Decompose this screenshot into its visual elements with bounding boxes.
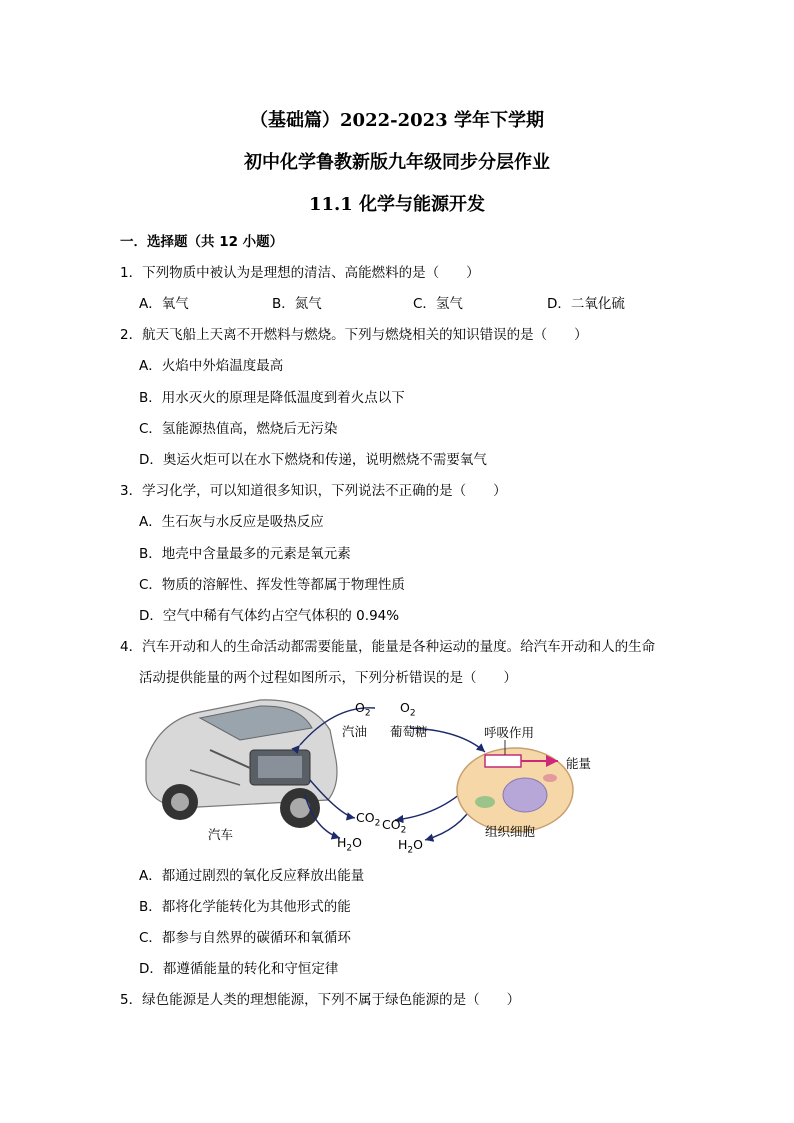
- car-o2-label: $O_2$: [355, 700, 371, 719]
- glucose-label: 葡萄糖: [390, 724, 428, 739]
- section-heading: 一．选择题（共 12 小题）: [120, 234, 284, 250]
- car-illustration: [146, 700, 337, 828]
- question-3-stem: 3．学习化学，可以知道很多知识，下列说法不正确的是（ ）: [120, 483, 507, 499]
- car-co2-label: $CO_2$: [356, 810, 381, 829]
- cell-co2-label: $CO_2$: [382, 817, 407, 836]
- question-2-option-a: A．火焰中外焰温度最高: [139, 358, 284, 374]
- question-1-option-a: A．氧气: [139, 296, 189, 312]
- document-title-course: 初中化学鲁教新版九年级同步分层作业: [244, 152, 550, 173]
- question-2-option-b: B．用水灭火的原理是降低温度到着火点以下: [139, 390, 405, 406]
- tissue-cell-illustration: [457, 740, 573, 832]
- gasoline-label: 汽油: [342, 724, 368, 739]
- respiration-label: 呼吸作用: [484, 725, 535, 740]
- question-4-stem-line2: 活动提供能量的两个过程如图所示，下列分析错误的是（ ）: [139, 670, 517, 686]
- tissue-cell-label: 组织细胞: [485, 824, 536, 839]
- question-3-option-d: D．空气中稀有气体约占空气体积的 0.94%: [139, 608, 400, 624]
- question-4-option-a: A．都通过剧烈的氧化反应释放出能量: [139, 868, 365, 884]
- question-3-option-a: A．生石灰与水反应是吸热反应: [139, 514, 324, 530]
- question-4-option-c: C．都参与自然界的碳循环和氧循环: [139, 930, 351, 946]
- energy-label: 能量: [566, 756, 592, 771]
- question-2-option-c: C．氢能源热值高，燃烧后无污染: [139, 421, 338, 437]
- question-1-option-d: D．二氧化硫: [547, 296, 625, 312]
- car-label: 汽车: [208, 827, 234, 842]
- cell-o2-label: $O_2$: [400, 700, 416, 719]
- question-1-option-b: B．氮气: [272, 296, 322, 312]
- question-2-stem: 2．航天飞船上天离不开燃料与燃烧。下列与燃烧相关的知识错误的是（ ）: [120, 327, 588, 343]
- question-4-stem-line1: 4．汽车开动和人的生命活动都需要能量，能量是各种运动的量度。给汽车开动和人的生命: [120, 639, 656, 655]
- document-title-lesson: 11.1 化学与能源开发: [308, 194, 486, 215]
- question-5-stem: 5．绿色能源是人类的理想能源，下列不属于绿色能源的是（ ）: [120, 992, 521, 1008]
- question-3-option-c: C．物质的溶解性、挥发性等都属于物理性质: [139, 577, 405, 593]
- energy-process-figure: [140, 690, 660, 855]
- document-title-series: （基础篇）2022-2023 学年下学期: [250, 110, 544, 131]
- question-2-option-d: D．奥运火炬可以在水下燃烧和传递，说明燃烧不需要氧气: [139, 452, 487, 468]
- car-h2o-label: $H_2O$: [337, 835, 362, 854]
- question-4-option-b: B．都将化学能转化为其他形式的能: [139, 899, 351, 915]
- question-3-option-b: B．地壳中含量最多的元素是氧元素: [139, 546, 351, 562]
- cell-h2o-label: $H_2O$: [398, 837, 423, 856]
- question-4-option-d: D．都遵循能量的转化和守恒定律: [139, 961, 339, 977]
- question-1-stem: 1．下列物质中被认为是理想的清洁、高能燃料的是（ ）: [120, 265, 480, 281]
- question-1-option-c: C．氢气: [413, 296, 463, 312]
